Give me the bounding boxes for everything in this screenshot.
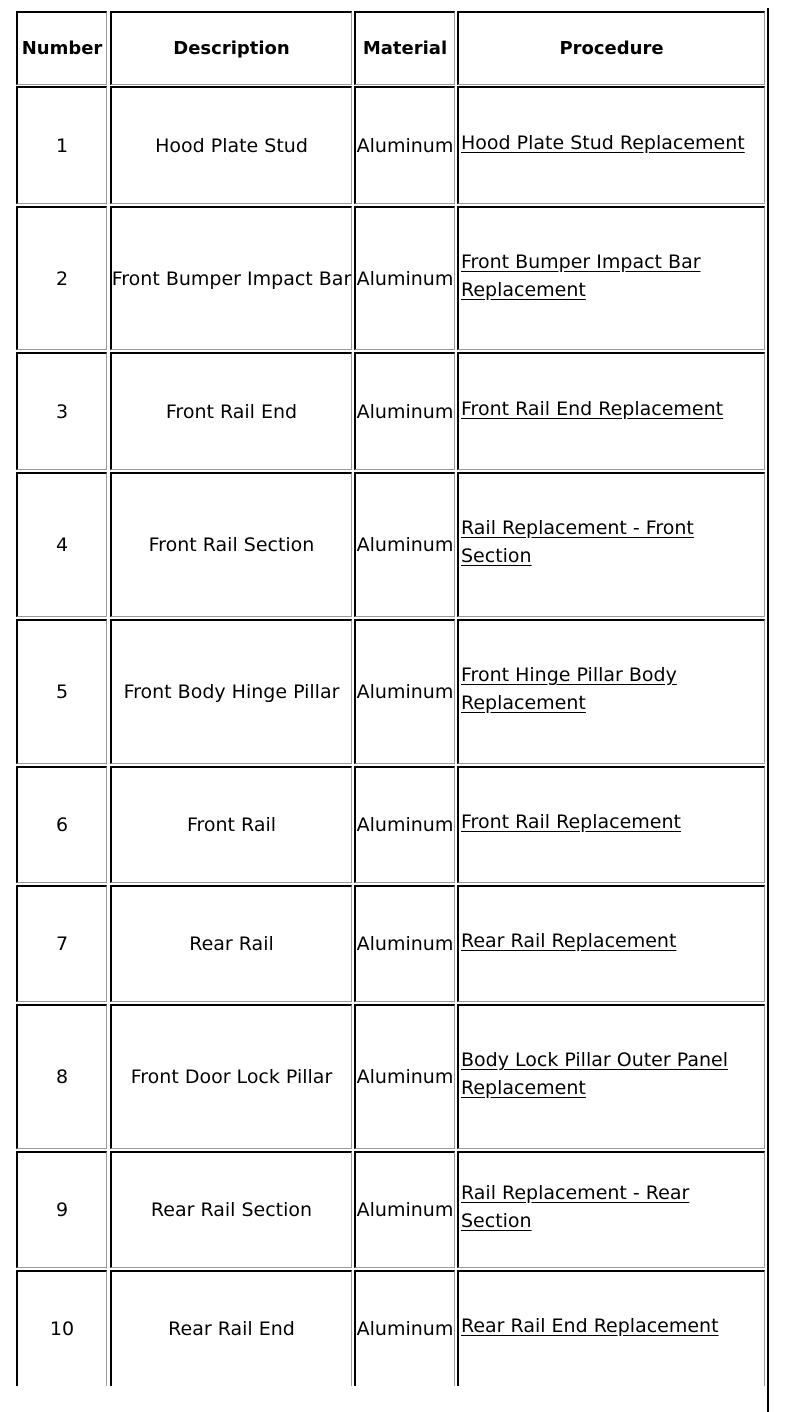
cell-procedure (457, 766, 765, 883)
cell-material: Aluminum (354, 1270, 455, 1386)
cell-number: 5 (16, 619, 107, 764)
cell-material: Aluminum (354, 619, 455, 764)
cell-procedure (457, 1004, 765, 1149)
cell-description: Front Rail Section (110, 472, 352, 617)
cell-procedure (457, 1270, 765, 1386)
cell-number: 1 (16, 86, 107, 204)
cell-procedure (457, 1151, 765, 1268)
procedure-link[interactable]: Hood Plate Stud Replacement (461, 131, 745, 154)
cell-description: Front Body Hinge Pillar (110, 619, 352, 764)
cell-material: Aluminum (354, 885, 455, 1002)
cell-procedure (457, 352, 765, 470)
cell-description: Rear Rail (110, 885, 352, 1002)
column-header-number: Number (16, 11, 107, 85)
cell-description: Front Rail (110, 766, 352, 883)
cell-number: 9 (16, 1151, 107, 1268)
procedure-link[interactable]: Front Rail End Replacement (461, 397, 724, 420)
cell-number: 3 (16, 352, 107, 470)
procedure-link[interactable]: Rear Rail Replacement (461, 930, 677, 952)
procedure-link[interactable]: Rail Replacement - Front Section (461, 517, 694, 567)
column-header-procedure: Procedure (457, 11, 765, 85)
cell-procedure (457, 885, 765, 1002)
procedure-link[interactable]: Front Hinge Pillar Body Replacement (461, 664, 677, 714)
cell-number: 8 (16, 1004, 107, 1149)
cell-material: Aluminum (354, 86, 455, 204)
cell-number: 7 (16, 885, 107, 1002)
procedure-link[interactable]: Front Rail Replacement (461, 811, 681, 833)
column-header-material: Material (354, 11, 455, 85)
cell-description: Rear Rail End (110, 1270, 352, 1386)
right-border-rule (767, 8, 769, 1412)
cell-material: Aluminum (354, 766, 455, 883)
cell-description: Rear Rail Section (110, 1151, 352, 1268)
column-header-description: Description (110, 11, 352, 85)
cell-material: Aluminum (354, 352, 455, 470)
procedure-link[interactable]: Front Bumper Impact Bar Replacement (461, 250, 701, 301)
cell-number: 6 (16, 766, 107, 883)
cell-description: Front Door Lock Pillar (110, 1004, 352, 1149)
procedure-link[interactable]: Rail Replacement - Rear Section (461, 1182, 690, 1232)
cell-material: Aluminum (354, 472, 455, 617)
procedure-link[interactable]: Body Lock Pillar Outer Panel Replacement (461, 1049, 728, 1099)
cell-material: Aluminum (354, 1004, 455, 1149)
cell-procedure (457, 619, 765, 764)
cell-description: Hood Plate Stud (110, 86, 352, 204)
cell-material: Aluminum (354, 1151, 455, 1268)
cell-number: 4 (16, 472, 107, 617)
cell-number: 10 (16, 1270, 107, 1386)
cell-procedure (457, 86, 765, 204)
procedure-link[interactable]: Rear Rail End Replacement (461, 1315, 719, 1337)
cell-procedure (457, 206, 765, 350)
cell-number: 2 (16, 206, 107, 350)
cell-material: Aluminum (354, 206, 455, 350)
cell-description: Front Rail End (110, 352, 352, 470)
cell-procedure (457, 472, 765, 617)
cell-description: Front Bumper Impact Bar (110, 206, 352, 350)
